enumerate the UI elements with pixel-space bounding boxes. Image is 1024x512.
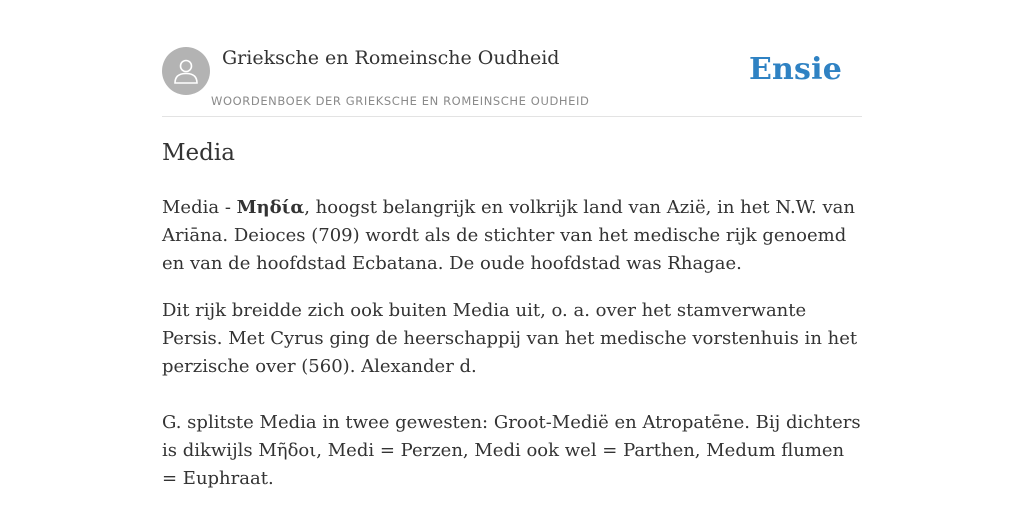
source-title[interactable]: Grieksche en Romeinsche Oudheid	[222, 47, 560, 69]
user-outline-icon	[171, 56, 201, 86]
entry-paragraph-2: Dit rijk breidde zich ook buiten Media uit, o. a. over het stamverwante Persis. Met Cyrus ging de heerschappij van het medische vorstenhuis in het perzische over (560). Alexander d.	[162, 300, 858, 377]
entry-paragraph-3: G. splitste Media in twee gewesten: Groot-Medië en Atropatēne. Bij dichters is dikwijls Μῆδοι, Medi = Perzen, Medi ook wel = Parthen, Medum flumen = Euphraat.	[162, 412, 861, 489]
entry-paragraph-1	[162, 194, 862, 278]
entry-title: Media	[162, 140, 235, 166]
greek-term: Μηδία	[236, 197, 305, 218]
source-avatar[interactable]	[162, 47, 210, 95]
entry-paragraph-1-text: , hoogst belangrijk en volkrijk land van Azië, in het N.W. van Ariāna. Deioces (709) wordt als de stichter van het medische rijk genoemd en van de hoofdstad Ecbatana. De oude hoofdstad was Rhagae.	[162, 197, 855, 274]
header	[162, 44, 862, 117]
source-subtitle: WOORDENBOEK DER GRIEKSCHE EN ROMEINSCHE OUDHEID	[211, 94, 590, 108]
ensie-logo[interactable]: Ensie	[748, 52, 842, 87]
entry-content	[162, 194, 862, 512]
entry-lead: Media -	[162, 197, 237, 218]
